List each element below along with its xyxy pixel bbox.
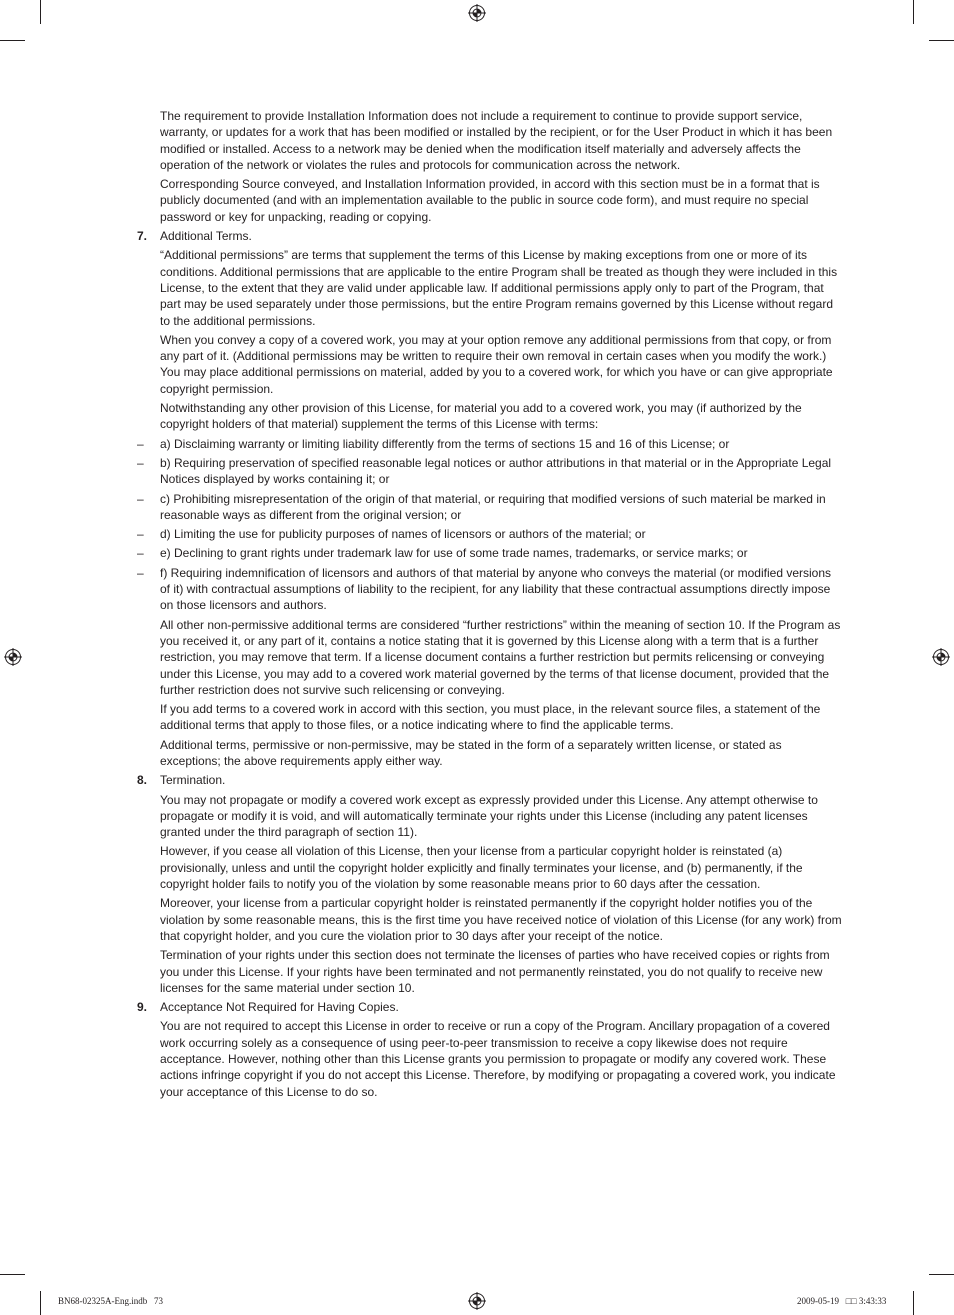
footer-file-info: BN68-02325A-Eng.indb 73: [58, 1296, 163, 1306]
crop-mark: [0, 1274, 25, 1275]
section-title: Acceptance Not Required for Having Copies.: [160, 1000, 399, 1015]
list-item-text: a) Disclaiming warranty or limiting liability differently from the terms of sections 15 and 16 of this License; or: [160, 436, 730, 451]
registration-mark-icon: [468, 1292, 486, 1310]
crop-mark: [929, 1274, 954, 1275]
dash-bullet: –: [137, 527, 144, 542]
list-item: [137, 526, 844, 542]
registration-mark-icon: [468, 4, 486, 22]
crop-mark: [913, 0, 914, 24]
list-item-text: b) Requiring preservation of specified reasonable legal notices or author attributions in that material or in the Appropriate Legal Notices displayed by works containing it; or: [160, 455, 832, 487]
license-body: [137, 108, 844, 1103]
paragraph: Corresponding Source conveyed, and Installation Information provided, in accord with this section must be in a format that is publicly documented (and with an implementation available to the public in source code form), and must require no special password or key for unpacking, reading or copying.: [160, 177, 820, 224]
section-number: 8.: [137, 773, 148, 788]
list-item: [137, 436, 844, 452]
registration-mark-icon: [4, 648, 22, 666]
section-title: Termination.: [160, 773, 226, 788]
crop-mark: [40, 1291, 41, 1315]
registration-mark-icon: [932, 648, 950, 666]
paragraph: You are not required to accept this License in order to receive or run a copy of the Program. Ancillary propagation of a covered work occurring solely as a consequence of using peer-to-peer transmission to receive a copy likewise does not require acceptance. However, nothing other than this License grants you permission to propagate or modify any covered work. These actions infringe copyright if you do not accept this License. Therefore, by modifying or propagating a covered work, you indicate your acceptance of this License to do so.: [160, 1019, 836, 1099]
paragraph: Moreover, your license from a particular copyright holder is reinstated permanently if the copyright holder notifies you of the violation by some reasonable means, this is the first time you have received notice of violation of this License (for any work) from that copyright holder, and you cure the violation prior to 30 days after your receipt of the notice.: [160, 896, 842, 943]
crop-mark: [40, 0, 41, 24]
paragraph: All other non-permissive additional terms are considered “further restrictions” within the meaning of section 10. If the Program as you received it, or any part of it, contains a notice stating that it is governed by this License along with a term that is a further restriction, you may remove that term. If a license document contains a further restriction but permits relicensing or conveying under this License, you may add to a covered work material governed by the terms of that license document, provided that the further restriction does not survive such relicensing or conveying.: [160, 617, 841, 697]
dash-bullet: –: [137, 491, 144, 506]
list-item-text: e) Declining to grant rights under trademark law for use of some trade names, trademarks, or service marks; or: [160, 546, 748, 561]
section-title: Additional Terms.: [160, 229, 252, 244]
list-item: [137, 565, 844, 614]
paragraph: You may not propagate or modify a covered work except as expressly provided under this License. Any attempt otherwise to propagate or modify it is void, and will automatically terminate your rights under this License (including any patent licenses granted under the third paragraph of section 11).: [160, 792, 818, 840]
paragraph: The requirement to provide Installation Information does not include a requirement to continue to provide support service, warranty, or updates for a work that has been modified or installed by the recipient, or for the User Product in which it has been modified or installed. Access to a network may be denied when the modification itself materially and adversely affects the operation of the network or violates the rules and protocols for communication across the network.: [160, 109, 833, 172]
list-item: [137, 545, 844, 561]
paragraph: If you add terms to a covered work in accord with this section, you must place, in the relevant source files, a statement of the additional terms that apply to those files, or a notice indicating where to find the applicable terms.: [160, 702, 821, 733]
paragraph: Termination of your rights under this section does not terminate the licenses of parties who have received copies or rights from you under this License. If your rights have been terminated and not permanently reinstated, you do not qualify to receive new licenses for the same material under section 10.: [160, 948, 830, 995]
section-number: 7.: [137, 229, 148, 244]
paragraph: However, if you cease all violation of this License, then your license from a particular copyright holder is reinstated (a) provisionally, unless and until the copyright holder explicitly and finally terminates your license, and (b) permanently, if the copyright holder fails to notify you of the violation by some reasonable means prior to 60 days after the cessation.: [160, 844, 803, 892]
section-7: [137, 228, 844, 244]
dash-bullet: –: [137, 565, 144, 580]
list-item: [137, 455, 844, 488]
crop-mark: [913, 1291, 914, 1315]
dash-bullet: –: [137, 455, 144, 470]
paragraph: “Additional permissions” are terms that supplement the terms of this License by making exceptions from one or more of its conditions. Additional permissions that are applicable to the entire Program shall be treated as though they were included in this License, to the extent that they are valid under applicable law. If additional permissions apply only to part of the Program, that part may be used separately under those permissions, but the entire Program remains governed by this License without regard to the additional permissions.: [160, 248, 838, 328]
list-item: [137, 491, 844, 524]
list-item-text: d) Limiting the use for publicity purposes of names of licensors or authors of the material; or: [160, 527, 646, 542]
section-8: [137, 772, 844, 788]
crop-mark: [929, 40, 954, 41]
section-number: 9.: [137, 1000, 148, 1015]
paragraph: Notwithstanding any other provision of this License, for material you add to a covered work, you may (if authorized by the copyright holders of that material) supplement the terms of this License with terms:: [160, 401, 802, 432]
list-item-text: f) Requiring indemnification of licensors and authors of that material by anyone who conveys the material (or modified versions of it) with contractual assumptions of liability to the recipient, for any liability that these contractual assumptions directly impose on those licensors and authors.: [160, 565, 832, 613]
crop-mark: [0, 40, 25, 41]
dash-bullet: –: [137, 436, 144, 451]
footer-timestamp: 2009-05-19 □□ 3:43:33: [797, 1296, 887, 1306]
list-item-text: c) Prohibiting misrepresentation of the origin of that material, or requiring that modified versions of such material be marked in reasonable ways as different from the original version; or: [160, 491, 826, 522]
paragraph: Additional terms, permissive or non-permissive, may be stated in the form of a separately written license, or stated as exceptions; the above requirements apply either way.: [160, 737, 782, 768]
dash-bullet: –: [137, 546, 144, 561]
paragraph: When you convey a copy of a covered work, you may at your option remove any additional permissions from that copy, or from any part of it. (Additional permissions may be written to require their own removal in certain cases when you modify the work.) You may place additional permissions on material, added by you to a covered work, for which you have or can give appropriate copyright permission.: [160, 332, 833, 396]
section-9: [137, 999, 844, 1015]
